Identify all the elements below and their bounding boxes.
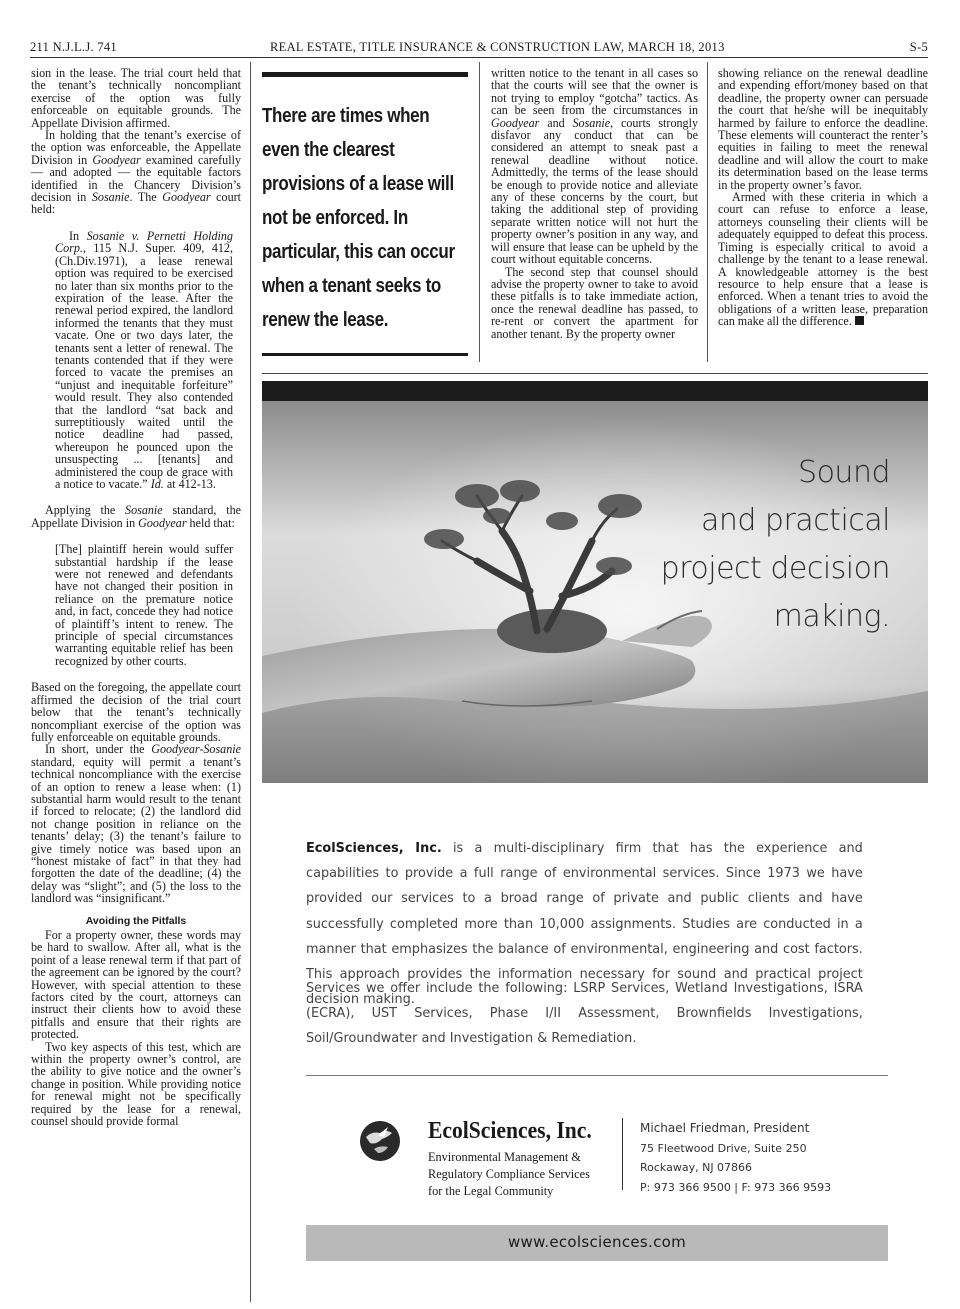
contact-phone: P: 973 366 9500 | F: 973 366 9593 bbox=[640, 1180, 832, 1194]
paragraph: written notice to the tenant in all cases so that the courts will see that the owner is not trying to employ “gotcha” tactics. As can be seen from the circumstances in Goodyear and Sosanie, courts strongly disfavor any conduct that can be considered an attempt to sneak past a renewal deadline without notice. Admittedly, the terms of the lease should be enough to provide notice and alleviate any of these concerns by the court, but taking the additional step of providing separate written notice will not hurt the property owner’s position in any way, and will ensure that lease can be upheld by the court without equitable concerns. bbox=[491, 67, 698, 267]
header-section-title: REAL ESTATE, TITLE INSURANCE & CONSTRUCTION LAW, MARCH 18, 2013 bbox=[270, 40, 725, 54]
header-rule bbox=[30, 57, 928, 58]
ad-company-name: EcolSciences, Inc. bbox=[428, 1118, 592, 1144]
paragraph: In holding that the tenant’s exercise of the option was enforceable, the Appellate Division in Goodyear examined carefully — and adopted — the equitable factors identified in the Chancery Division’s decision in Sosanie. The Goodyear court held: bbox=[31, 128, 241, 217]
article-column-4 bbox=[718, 67, 928, 367]
paragraph: Based on the foregoing, the appellate court affirmed the decision of the trial court below that the tenant’s technically noncompliant exercise of the option was fully enforceable on equitable grounds. bbox=[31, 680, 241, 744]
end-mark-icon bbox=[855, 316, 864, 325]
contact-address: 75 Fleetwood Drive, Suite 250 bbox=[640, 1141, 807, 1155]
column-divider bbox=[250, 62, 251, 1302]
column-divider bbox=[479, 62, 480, 362]
tagline-line: project decision bbox=[660, 551, 890, 586]
ad-contact-divider bbox=[622, 1118, 623, 1190]
header-citation: 211 N.J.L.J. 741 bbox=[30, 40, 117, 54]
ad-photo-hands-tree bbox=[262, 401, 928, 783]
tagline-line: making. bbox=[773, 599, 890, 634]
ad-services: Services we offer include the following: LSRP Services, Wetland Investigations, ISRA (ECRA), UST Services, Phase I/II Assessment, Brownfields Investigations, Soil/Groundwater and Investigation & Remediation. bbox=[306, 981, 863, 1047]
tagline-line: and practical bbox=[700, 503, 890, 538]
globe-bird-logo-icon bbox=[358, 1119, 402, 1163]
contact-name: Michael Friedman, President bbox=[640, 1121, 810, 1135]
paragraph: sion in the lease. The trial court held that the tenant’s technically noncompliant exercise of the option was fully enforceable on equitable grounds. The Appellate Division affirmed. bbox=[31, 67, 241, 130]
ad-website-link[interactable]: www.ecolsciences.com bbox=[507, 1233, 687, 1251]
article-column-3 bbox=[491, 67, 698, 367]
paragraph: showing reliance on the renewal deadline and expending effort/money based on that deadline, the property owner can persuade the court that he/she will be inequitably harmed by failure to enforce the deadline. These elements will counteract the renter’s equities in failing to meet the renewal deadline and will allow the court to make its determination based on the lease terms in the property owner’s favor. bbox=[718, 67, 928, 192]
article-column-1 bbox=[31, 67, 241, 1299]
paragraph: The second step that counsel should advise the property owner to take to avoid these pitfalls is to take immediate action, once the renewal deadline has passed, to re-rent or convert the apartment for another tenant. By the property owner bbox=[491, 264, 698, 341]
paragraph: In short, under the Goodyear-Sosanie standard, equity will permit a tenant’s technical noncompliance with the exercise of an option to renew a lease when: (1) substantial harm would result to the tenant if forced to relocate; (2) the landlord did not change position in reliance on the tenants’ delay; (3) the tenant’s failure to give timely notice was based upon an “honest mistake of fact” in that they had forgotten the date of the deadline; (4) the delay was “slight”; and (5) the loss to the landlord was “insignificant.” bbox=[31, 742, 241, 906]
ad-rule bbox=[306, 1075, 888, 1076]
pull-quote bbox=[262, 72, 468, 356]
paragraph: Armed with these criteria in which a court can refuse to enforce a lease, attorneys counseling their clients will be adequately equipped to defeat this process. Timing is especially critical to avoid a challenge by the tenant to a lease renewal. A knowledgeable attorney is the best resource to help ensure that a lease is enforced. When a tenant tries to avoid the obligations of a written lease, preparation can make all the difference. bbox=[718, 190, 928, 329]
paragraph: Applying the Sosanie standard, the Appellate Division in Goodyear held that: bbox=[31, 503, 241, 530]
block-quote: In Sosanie v. Pernetti Holding Corp., 115 N.J. Super. 409, 412, (Ch.Div.1971), a lease renewal option was required to be exercised no later than six months prior to the expiration of the lease. After the renewal period expired, the landlord informed the tenants that they must vacate. One or two days later, the tenants sent a letter of renewal. The tenants contended that if they were forced to vacate the premises an “unjust and inequitable forfeiture” would result. They also contended that the landlord “sat back and surreptitiously waited until the notice deadline had passed, whereupon he pounced upon the unsuspecting ... [tenants] and administered the coup de grace with a notice to vacate.” Id. at 412-13. bbox=[55, 228, 233, 491]
column-divider bbox=[707, 62, 708, 362]
page-header bbox=[30, 40, 928, 56]
ad-url-bar bbox=[306, 1225, 888, 1261]
paragraph: Two key aspects of this test, which are within the property owner’s control, are the ability to give notice and the owner’s change in position. While providing notice for renewal might not be specifically required by the lease for a renewal, counsel should provide formal bbox=[31, 1039, 241, 1129]
ad-tagline bbox=[661, 449, 890, 641]
advertisement bbox=[262, 381, 928, 1301]
ad-separator-rule bbox=[262, 373, 928, 374]
ad-contact bbox=[640, 1119, 831, 1197]
block-quote: [The] plaintiff herein would suffer substantial hardship if the lease were not renewed and defendants have not changed their position in reliance on the premature notice and, in fact, concede they had notice of plaintiff’s intent to renew. The principle of special circumstances warranting equitable relief has been recognized by other courts. bbox=[55, 542, 233, 668]
ad-top-bar bbox=[262, 381, 928, 401]
ad-company-inline: EcolSciences, Inc. bbox=[306, 841, 442, 856]
ad-company-subtitle: Environmental Management & Regulatory Compliance Services for the Legal Community bbox=[428, 1150, 590, 1198]
paragraph: For a property owner, these words may be hard to swallow. After all, what is the point of a lease renewal term if that part of the agreement can be ignored by the court? However, with special attention to these factors cited by the court, attorneys can instruct their clients how to avoid these pitfalls and ensure that their rights are protected. bbox=[31, 928, 241, 1042]
ad-description: EcolSciences, Inc. is a multi-disciplinary firm that has the experience and capabilities to provide a full range of environmental services. Since 1973 we have provided our services to a broad range of private and public clients and have successfully completed more than 10,000 assignments. Studies are conducted in a manner that emphasizes the balance of environmental, engineering and cost factors. This approach provides the information necessary for sound and practical project decision making. bbox=[306, 841, 863, 1008]
header-page-number: S-5 bbox=[909, 40, 928, 54]
contact-city: Rockaway, NJ 07866 bbox=[640, 1161, 753, 1175]
section-heading: Avoiding the Pitfalls bbox=[85, 914, 187, 927]
pull-quote-text: There are times when even the clearest provisions of a lease will not be enforced. In particular, this can occur when a tenant seeks to renew the lease. bbox=[262, 104, 455, 331]
tagline-line: Sound bbox=[798, 455, 890, 490]
